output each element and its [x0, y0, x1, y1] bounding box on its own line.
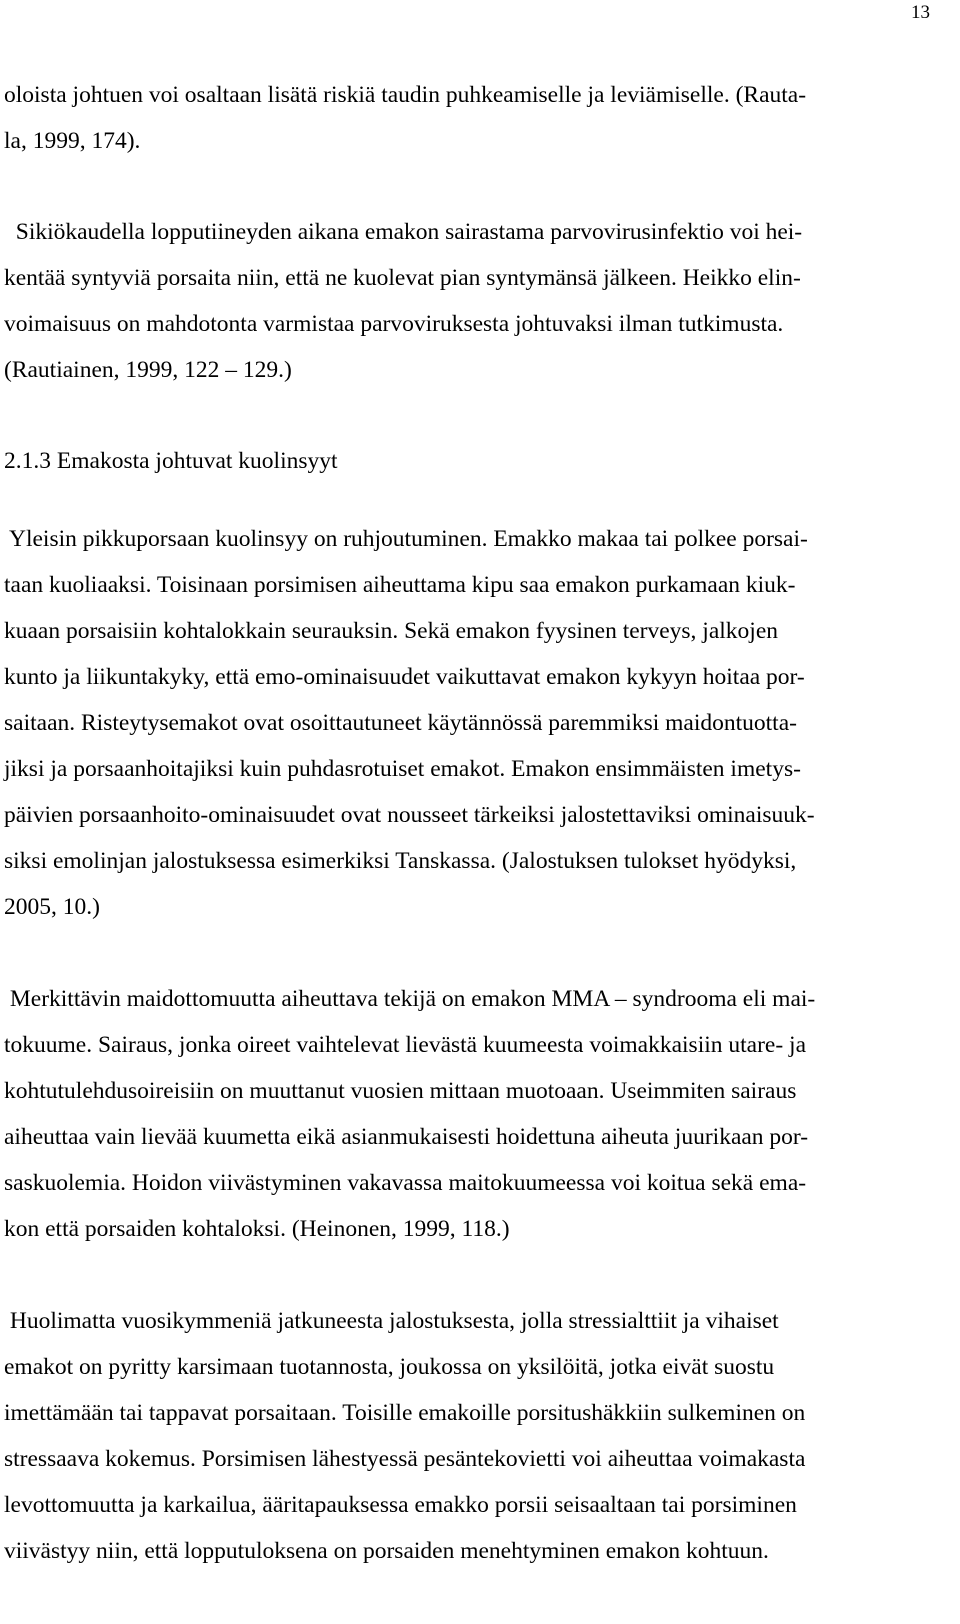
text-line: oloista johtuen voi osaltaan lisätä riskiä taudin puhkeamiselle ja leviämiselle. (Rauta-: [4, 82, 807, 108]
text-line: voimaisuus on mahdotonta varmistaa parvoviruksesta johtuvaksi ilman tutkimusta.: [4, 311, 784, 337]
text-line: la, 1999, 174).: [4, 128, 141, 154]
text-line: taan kuoliaaksi. Toisinaan porsimisen aiheuttama kipu saa emakon purkamaan kiuk-: [4, 572, 796, 598]
text-line: Sikiökaudella lopputiineyden aikana emakon sairastama parvovirusinfektio voi hei-: [4, 219, 803, 245]
text-line: (Rautiainen, 1999, 122 – 129.): [4, 357, 292, 383]
text-line: viivästyy niin, että lopputuloksena on porsaiden menehtyminen emakon kohtuun.: [4, 1538, 769, 1564]
text-line: Huolimatta vuosikymmeniä jatkuneesta jalostuksesta, jolla stressialttiit ja vihaiset: [4, 1308, 779, 1334]
text-line: saitaan. Risteytysemakot ovat osoittautuneet käytännössä paremmiksi maidontuotta-: [4, 710, 797, 736]
section-heading: 2.1.3 Emakosta johtuvat kuolinsyyt: [4, 448, 338, 474]
text-line: levottomuutta ja karkailua, ääritapauksessa emakko porsii seisaaltaan tai porsiminen: [4, 1492, 797, 1518]
text-line: kentää syntyviä porsaita niin, että ne kuolevat pian syntymänsä jälkeen. Heikko elin-: [4, 265, 801, 291]
text-line: imettämään tai tappavat porsaitaan. Toisille emakoille porsitushäkkiin sulkeminen on: [4, 1400, 806, 1426]
text-line: Merkittävin maidottomuutta aiheuttava tekijä on emakon MMA – syndrooma eli mai-: [4, 986, 816, 1012]
text-line: kohtutulehdusoireisiin on muuttanut vuosien mittaan muotoaan. Useimmiten sairaus: [4, 1078, 797, 1104]
text-line: siksi emolinjan jalostuksessa esimerkiksi Tanskassa. (Jalostuksen tulokset hyödyksi,: [4, 848, 797, 874]
text-line: päivien porsaanhoito-ominaisuudet ovat nousseet tärkeiksi jalostettaviksi ominaisuuk-: [4, 802, 815, 828]
text-line: emakot on pyritty karsimaan tuotannosta, joukossa on yksilöitä, jotka eivät suostu: [4, 1354, 775, 1380]
page-number: 13: [911, 2, 930, 23]
text-line: 2005, 10.): [4, 894, 100, 920]
text-line: saskuolemia. Hoidon viivästyminen vakavassa maitokuumeessa voi koitua sekä ema-: [4, 1170, 807, 1196]
text-line: stressaava kokemus. Porsimisen lähestyessä pesäntekovietti voi aiheuttaa voimakasta: [4, 1446, 806, 1472]
text-line: kunto ja liikuntakyky, että emo-ominaisuudet vaikuttavat emakon kykyyn hoitaa por-: [4, 664, 805, 690]
text-line: kon että porsaiden kohtaloksi. (Heinonen, 1999, 118.): [4, 1216, 510, 1242]
text-line: Yleisin pikkuporsaan kuolinsyy on ruhjoutuminen. Emakko makaa tai polkee porsai-: [4, 526, 808, 552]
text-line: aiheuttaa vain lievää kuumetta eikä asianmukaisesti hoidettuna aiheuta juurikaan por-: [4, 1124, 809, 1150]
text-line: tokuume. Sairaus, jonka oireet vaihtelevat lievästä kuumeesta voimakkaisiin utare- ja: [4, 1032, 807, 1058]
text-line: kuaan porsaisiin kohtalokkain seurauksin. Sekä emakon fyysinen terveys, jalkojen: [4, 618, 779, 644]
text-line: jiksi ja porsaanhoitajiksi kuin puhdasrotuiset emakot. Emakon ensimmäisten imetys-: [4, 756, 801, 782]
